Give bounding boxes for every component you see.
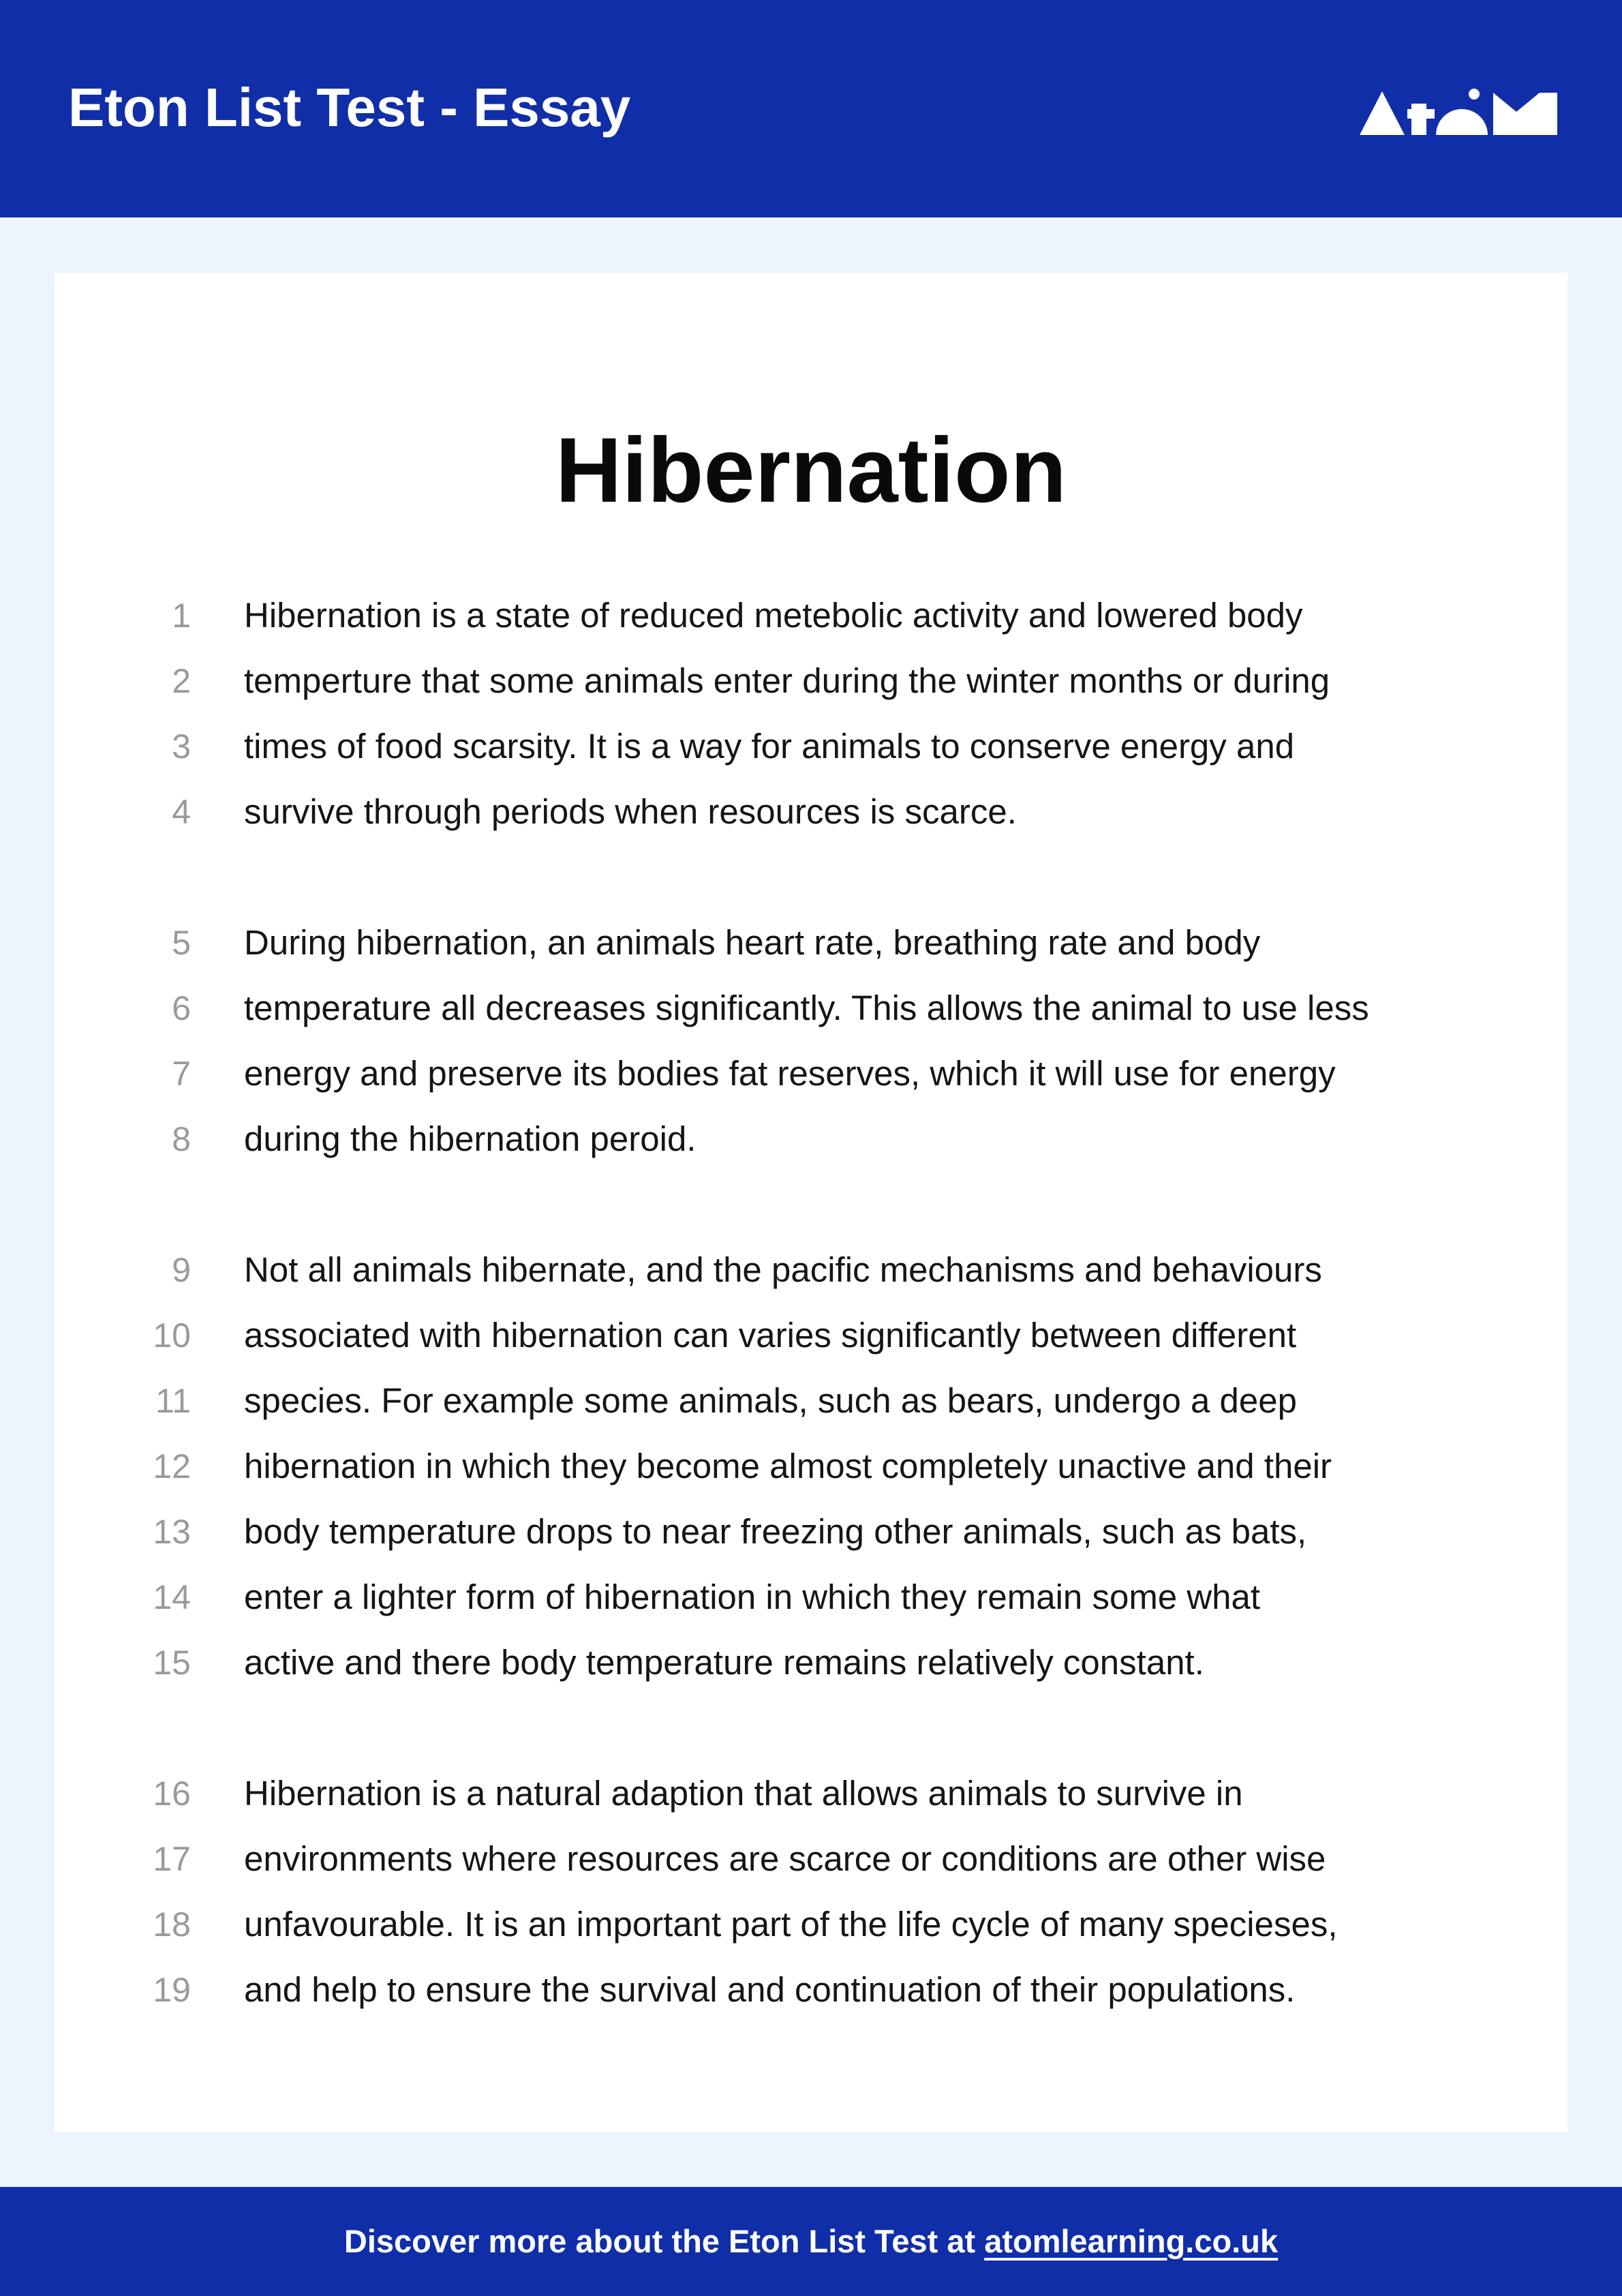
page-footer <box>0 2187 1622 2296</box>
essay-line <box>0 1761 1622 1826</box>
essay-line <box>0 1106 1622 1172</box>
line-text: survive through periods when resources is scarce. <box>244 792 1017 831</box>
line-number: 15 <box>153 1644 191 1682</box>
essay-line <box>0 779 1622 845</box>
essay-line <box>0 1499 1622 1565</box>
essay-line <box>0 976 1622 1041</box>
line-text: associated with hibernation can varies significantly between different <box>244 1316 1297 1355</box>
line-text: body temperature drops to near freezing other animals, such as bats, <box>244 1512 1307 1551</box>
line-text: Hibernation is a state of reduced metebolic activity and lowered body <box>244 596 1303 635</box>
line-text: hibernation in which they become almost completely unactive and their <box>244 1447 1332 1485</box>
paragraph-gap <box>0 1695 1622 1761</box>
footer-text <box>0 2187 1622 2296</box>
essay-line <box>0 714 1622 779</box>
line-text: and help to ensure the survival and continuation of their populations. <box>244 1970 1296 2009</box>
line-text: During hibernation, an animals heart rate, breathing rate and body <box>244 923 1261 962</box>
page-header <box>0 0 1622 217</box>
essay-line <box>0 1630 1622 1695</box>
essay-line <box>0 1826 1622 1892</box>
line-number: 3 <box>172 727 191 766</box>
line-number: 8 <box>172 1120 191 1158</box>
line-text: during the hibernation peroid. <box>244 1119 697 1158</box>
line-number: 11 <box>155 1382 191 1420</box>
essay-line <box>0 1434 1622 1499</box>
line-number: 6 <box>172 989 191 1027</box>
essay-line <box>0 1565 1622 1630</box>
line-number: 1 <box>172 596 191 635</box>
paragraph-gap <box>0 1172 1622 1237</box>
line-text: unfavourable. It is an important part of the life cycle of many specieses, <box>244 1905 1338 1944</box>
line-text: enter a lighter form of hibernation in which they remain some what <box>244 1577 1261 1616</box>
line-number: 12 <box>153 1447 191 1485</box>
line-number: 18 <box>153 1905 191 1944</box>
line-text: energy and preserve its bodies fat reserves, which it will use for energy <box>244 1054 1336 1093</box>
line-text: Not all animals hibernate, and the pacific mechanisms and behaviours <box>244 1250 1322 1289</box>
essay-line <box>0 1892 1622 1957</box>
essay-line <box>0 648 1622 714</box>
footer-label: Discover more about the Eton List Test at <box>343 2223 976 2259</box>
essay-line <box>0 1957 1622 2023</box>
line-text: Hibernation is a natural adaption that allows animals to survive in <box>244 1774 1243 1813</box>
essay-line <box>0 1368 1622 1434</box>
line-number: 16 <box>153 1774 191 1813</box>
essay-title: Hibernation <box>555 419 1067 522</box>
line-number: 4 <box>172 793 191 831</box>
line-text: species. For example some animals, such as bears, undergo a deep <box>244 1381 1297 1420</box>
footer-link[interactable]: atomlearning.co.uk <box>984 2223 1279 2259</box>
line-text: temperture that some animals enter during the winter months or during <box>244 661 1330 700</box>
line-number: 7 <box>172 1055 191 1093</box>
essay-body <box>0 583 1622 2023</box>
line-text: environments where resources are scarce or conditions are other wise <box>244 1839 1326 1878</box>
header-title: Eton List Test - Essay <box>68 77 631 138</box>
essay-line <box>0 910 1622 976</box>
line-number: 17 <box>153 1840 191 1878</box>
paragraph-gap <box>0 845 1622 910</box>
line-text: temperature all decreases significantly. This allows the animal to use less <box>244 988 1369 1027</box>
atom-logo-icon <box>1360 89 1557 136</box>
line-number: 10 <box>153 1316 191 1355</box>
line-number: 13 <box>153 1513 191 1551</box>
line-number: 5 <box>172 924 191 962</box>
essay-line <box>0 1237 1622 1303</box>
line-text: times of food scarsity. It is a way for animals to conserve energy and <box>244 727 1295 766</box>
line-number: 2 <box>172 662 191 700</box>
line-number: 14 <box>153 1578 191 1616</box>
line-number: 9 <box>172 1251 191 1289</box>
line-number: 19 <box>153 1971 191 2009</box>
line-text: active and there body temperature remains relatively constant. <box>244 1643 1204 1682</box>
essay-line <box>0 1303 1622 1368</box>
essay-line <box>0 583 1622 648</box>
essay-line <box>0 1041 1622 1106</box>
